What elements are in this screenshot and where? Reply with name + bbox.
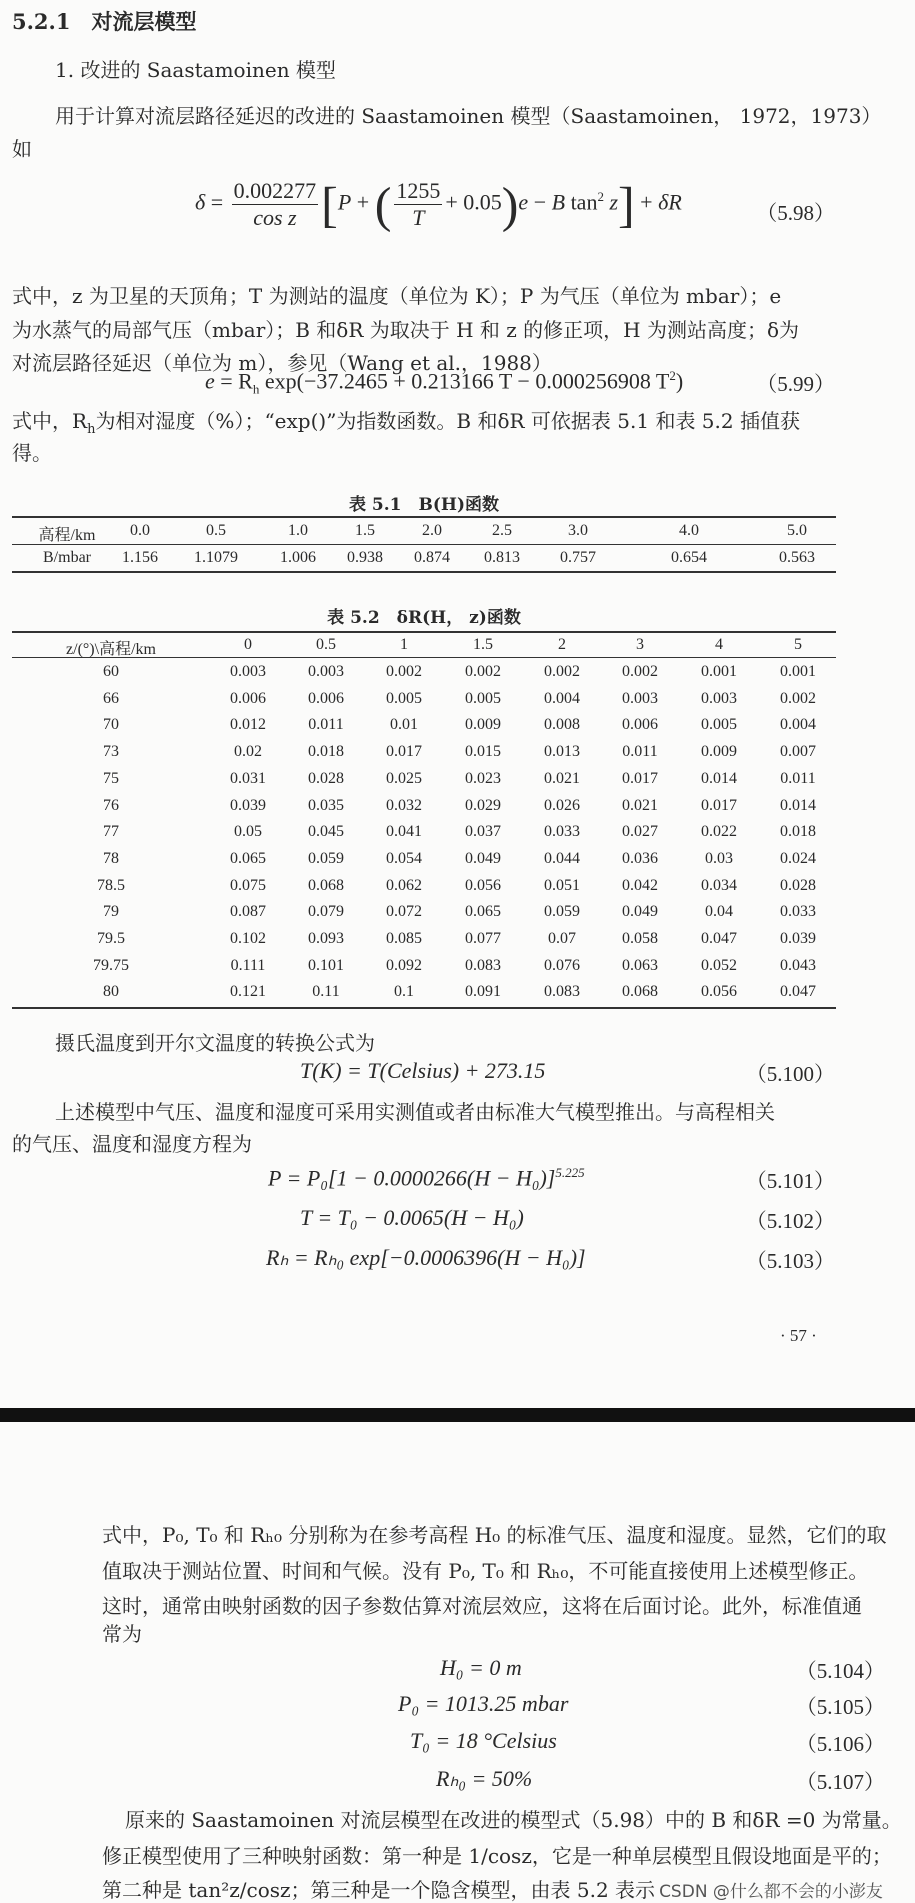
table-header-cell: 1.0 (288, 522, 308, 539)
table-cell: 0.028 (780, 876, 816, 894)
table-row-label: 75 (103, 769, 119, 787)
paragraph-line: 对流层路径延迟（单位为 m），参见（Wang et al.，1988） (12, 351, 552, 375)
table-rule (12, 516, 836, 518)
table-cell: 0.079 (308, 903, 344, 921)
table-header-cell: 0 (244, 636, 252, 653)
table-header-cell: 4.0 (679, 522, 699, 539)
table-cell: 0.062 (386, 876, 422, 894)
table-cell: 0.813 (484, 549, 520, 566)
table-cell: 1.1079 (194, 549, 238, 566)
equation-5-100: T(K) = T(Celsius) + 273.15 (300, 1058, 546, 1083)
table-cell: 0.023 (465, 769, 501, 787)
table-cell: 0.938 (347, 549, 383, 566)
table-cell: 0.075 (230, 876, 266, 894)
paragraph-line: 式中，$R_h$为相对湿度（%）；“exp()”为指数函数。B 和δR 可依据表 5.1 和表 5.2 插值获 (12, 409, 800, 437)
page-number: · 57 · (780, 1326, 817, 1345)
table-cell: 0.092 (386, 956, 422, 974)
table-header-cell: 2.5 (492, 522, 512, 539)
table-cell: 0.025 (386, 769, 422, 787)
table-cell: 0.563 (779, 549, 815, 566)
table-cell: 0.001 (780, 663, 816, 680)
table-header-cell: 2 (558, 636, 566, 653)
table-cell: 0.032 (386, 796, 422, 814)
table-cell: 0.087 (230, 903, 266, 921)
table-cell: 0.04 (705, 903, 733, 921)
paragraph-line-with-watermark (102, 1874, 883, 1903)
table-cell: 0.022 (701, 823, 737, 841)
table-cell: 0.028 (308, 769, 344, 787)
table-cell: 0.052 (701, 956, 737, 974)
table-header-cell: 1 (400, 636, 408, 653)
table-cell: 0.757 (560, 549, 596, 566)
table-cell: 0.085 (386, 930, 422, 947)
table-cell: 0.058 (622, 930, 658, 947)
subsection-heading: 1. 改进的 Saastamoinen 模型 (55, 58, 336, 82)
table-cell: 0.076 (544, 956, 580, 974)
table-cell: 0.034 (701, 876, 737, 894)
section-heading (12, 6, 196, 36)
equation-number: （5.98） (756, 201, 835, 225)
table-rule (12, 544, 836, 545)
page-separator (0, 1408, 915, 1422)
equation-text: P = P₀[1 − 0.0000266(H − H₀)] (268, 1165, 556, 1191)
table-cell: 0.002 (544, 663, 580, 680)
table-cell: 0.018 (780, 823, 816, 841)
paragraph-line: 修正模型使用了三种映射函数：第一种是 1/cosz，它是一种单层模型且假设地面是平的； (102, 1844, 892, 1868)
table-cell: 0.013 (544, 743, 580, 761)
table-row-label: 79 (103, 903, 119, 921)
table-cell: 0.056 (701, 983, 737, 1001)
section-title: 对流层模型 (91, 9, 197, 34)
table-cell: 0.014 (780, 796, 816, 814)
paragraph-line: 值取决于测站位置、时间和气候。没有 P₀, T₀ 和 Rₕ₀，不可能直接使用上述模型修正。 (102, 1559, 869, 1583)
table-cell: 0.017 (622, 769, 658, 787)
paragraph-line: 式中，P₀, T₀ 和 Rₕ₀ 分别称为在参考高程 H₀ 的标准气压、温度和湿度。显然，它们的取 (102, 1523, 887, 1547)
table-header-cell: z/(°)\高程/km (66, 641, 156, 658)
table-cell: 0.005 (465, 689, 501, 707)
paragraph-line: 第二种是 tan²z/cosz；第三种是一个隐含模型，由表 5.2 表示 (102, 1878, 656, 1902)
table-cell: 0.043 (780, 956, 816, 974)
table-cell: 0.1 (394, 983, 414, 1001)
table-cell: 0.011 (622, 743, 658, 761)
table-cell: 0.041 (386, 823, 422, 841)
table-cell: 0.007 (780, 743, 816, 761)
table-title: 表 5.2 δR(H， z)函数 (327, 608, 521, 628)
table-cell: 0.003 (230, 663, 266, 680)
table-rule (12, 631, 836, 633)
table-cell: 0.005 (701, 716, 737, 734)
table-cell: 0.021 (544, 769, 580, 787)
table-cell: 0.037 (465, 823, 501, 841)
table-cell: 0.021 (622, 796, 658, 814)
table-cell: 0.011 (308, 716, 344, 734)
equation-5-107: Rₕ₀ = 50% (436, 1766, 533, 1791)
table-header-cell: 1.5 (473, 636, 493, 653)
table-row-label: 77 (103, 823, 119, 841)
table-header-cell: 5.0 (787, 522, 807, 539)
table-cell: 0.01 (390, 716, 418, 734)
table-cell: 0.063 (622, 956, 658, 974)
table-cell: 0.029 (465, 796, 501, 814)
table-cell: 0.003 (622, 689, 658, 707)
table-cell: 0.05 (234, 823, 262, 841)
table-header-cell: 0.0 (130, 522, 150, 539)
table-cell: 0.006 (308, 689, 344, 707)
table-cell: 0.033 (544, 823, 580, 841)
table-cell: 0.054 (386, 849, 422, 867)
table-rule (12, 1007, 836, 1009)
table-cell: 0.045 (308, 823, 344, 841)
paragraph-line: 式中，z 为卫星的天顶角；T 为测站的温度（单位为 K）；P 为气压（单位为 mbar）；e (12, 284, 782, 308)
table-cell: 0.047 (780, 983, 816, 1001)
table-cell: 0.072 (386, 903, 422, 921)
table-row-label: 79.5 (97, 930, 125, 947)
table-cell: 0.006 (622, 716, 658, 734)
table-cell: 0.042 (622, 876, 658, 894)
table-row-label: 78 (103, 849, 119, 867)
paragraph-line: 原来的 Saastamoinen 对流层模型在改进的模型式（5.98）中的 B 和δR =0 为常量。 (125, 1808, 902, 1832)
equation-number: （5.99） (756, 372, 835, 396)
table-cell: 0.02 (234, 743, 262, 761)
equation-5-106: T₀ = 18 °Celsius (410, 1728, 557, 1753)
table-cell: 0.033 (780, 903, 816, 921)
table-header-cell: 0.5 (316, 636, 336, 653)
table-cell: 0.083 (465, 956, 501, 974)
table-cell: 0.027 (622, 823, 658, 841)
table-cell: 0.002 (465, 663, 501, 680)
equation-number: （5.105） (795, 1695, 885, 1719)
table-header-cell: 3 (636, 636, 644, 653)
paragraph-line: 得。 (12, 441, 52, 465)
table-cell: 0.036 (622, 849, 658, 867)
table-header-cell: 1.5 (355, 522, 375, 539)
table-cell: 0.049 (465, 849, 501, 867)
paragraph-line: 如 (12, 137, 32, 161)
table-cell: 0.068 (622, 983, 658, 1001)
table-cell: 0.017 (386, 743, 422, 761)
table-cell: 0.039 (230, 796, 266, 814)
table-cell: 0.002 (780, 689, 816, 707)
table-rule (12, 571, 836, 573)
paragraph-line: 用于计算对流层路径延迟的改进的 Saastamoinen 模型（Saastamoinen， 1972，1973） (55, 104, 882, 128)
table-cell: 0.047 (701, 930, 737, 947)
equation-5-105: P₀ = 1013.25 mbar (398, 1691, 569, 1716)
table-row-label: 78.5 (97, 876, 125, 894)
table-header-cell: 2.0 (422, 522, 442, 539)
equation-5-103: Rₕ = Rₕ₀ exp[−0.0006396(H − H₀)] (266, 1245, 586, 1270)
table-cell: 0.004 (780, 716, 816, 734)
table-cell: 0.001 (701, 663, 737, 680)
equation-denominator: T (412, 205, 425, 230)
equation-exponent: 5.225 (555, 1165, 585, 1180)
table-cell: 0.026 (544, 796, 580, 814)
table-cell: 0.068 (308, 876, 344, 894)
table-cell: 0.11 (312, 983, 340, 1001)
table-cell: 0.102 (230, 930, 266, 947)
table-header-cell: 0.5 (206, 522, 226, 539)
table-row-label: B/mbar (43, 549, 91, 566)
table-row-label: 70 (103, 716, 119, 734)
table-row-label: 73 (103, 743, 119, 761)
table-cell: 0.006 (230, 689, 266, 707)
table-header-cell: 高程/km (38, 527, 96, 544)
equation-number: （5.106） (795, 1732, 885, 1756)
table-cell: 0.121 (230, 983, 266, 1001)
table-cell: 0.091 (465, 983, 501, 1001)
equation-number: （5.104） (795, 1659, 885, 1683)
table-header-cell: 5 (794, 636, 802, 653)
table-row-label: 80 (103, 983, 119, 1001)
table-cell: 0.008 (544, 716, 580, 734)
table-cell: 0.077 (465, 930, 501, 947)
equation-numerator: 1255 (396, 178, 441, 203)
equation-5-101 (268, 1165, 585, 1191)
table-cell: 0.009 (465, 716, 501, 734)
table-cell: 0.101 (308, 956, 344, 974)
table-row-label: 66 (103, 689, 119, 707)
equation-numerator: 0.002277 (233, 178, 317, 203)
table-cell: 0.035 (308, 796, 344, 814)
equation-number: （5.103） (745, 1249, 835, 1273)
table-row-label: 79.75 (93, 956, 129, 974)
equation-number: （5.100） (745, 1062, 835, 1086)
table-cell: 0.056 (465, 876, 501, 894)
table-cell: 0.049 (622, 903, 658, 921)
equation-text: = R (220, 368, 253, 394)
table-cell: 0.011 (780, 769, 816, 787)
table-cell: 0.014 (701, 769, 737, 787)
table-cell: 0.004 (544, 689, 580, 707)
table-cell: 0.039 (780, 930, 816, 947)
table-title: 表 5.1 B(H)函数 (348, 495, 499, 515)
paragraph-line: 摄氏温度到开尔文温度的转换公式为 (55, 1031, 375, 1055)
equation-5-98: δ = $\frac{0.002277}{\text{cos z}}$ [P + ( $\frac{1255}{T}$ + 0.05)e − B $\tan^2 z] + \delta R$ (195, 176, 682, 233)
equation-number: （5.101） (745, 1169, 835, 1193)
table-cell: 0.024 (780, 849, 816, 867)
text: 式中，R (12, 409, 88, 433)
table-cell: 0.059 (308, 849, 344, 867)
table-cell: 1.156 (122, 549, 158, 566)
paragraph-line: 上述模型中气压、温度和湿度可采用实测值或者由标准大气模型推出。与高程相关 (55, 1100, 775, 1124)
equation-5-104: H₀ = 0 m (440, 1655, 522, 1680)
table-cell: 0.012 (230, 716, 266, 734)
table-cell: 0.003 (701, 689, 737, 707)
table-cell: 0.044 (544, 849, 580, 867)
table-cell: 0.03 (705, 849, 733, 867)
equation-denominator: cos z (253, 205, 297, 230)
paragraph-line: 的气压、温度和湿度方程为 (12, 1132, 252, 1156)
equation-5-102: T = T₀ − 0.0065(H − H₀) (300, 1205, 524, 1230)
table-cell: 0.005 (386, 689, 422, 707)
table-cell: 0.018 (308, 743, 344, 761)
paragraph-line: 为水蒸气的局部气压（mbar）；B 和δR 为取决于 H 和 z 的修正项，H 为测站高度；δ为 (12, 318, 800, 342)
table-cell: 0.065 (230, 849, 266, 867)
table-cell: 0.065 (465, 903, 501, 921)
table-cell: 0.07 (548, 930, 576, 947)
table-header-cell: 4 (715, 636, 723, 653)
table-cell: 0.059 (544, 903, 580, 921)
table-cell: 1.006 (280, 549, 316, 566)
table-row-label: 60 (103, 663, 119, 680)
text: 为相对湿度（%）；“exp()”为指数函数。B 和δR 可依据表 5.1 和表 5.2 插值获 (95, 409, 800, 433)
equation-text: exp(−37.2465 + 0.213166 T − 0.000256908 T (264, 368, 670, 394)
equation-5-99: $e = R_h$ exp(−37.2465 + 0.213166 T − 0.000256908 $T^2$) (205, 368, 684, 397)
table-cell: 0.093 (308, 930, 344, 947)
table-cell: 0.031 (230, 769, 266, 787)
table-cell: 0.002 (386, 663, 422, 680)
table-row-label: 76 (103, 796, 119, 814)
table-cell: 0.083 (544, 983, 580, 1001)
equation-number: （5.102） (745, 1209, 835, 1233)
table-cell: 0.874 (414, 549, 450, 566)
paragraph-line: 常为 (102, 1622, 142, 1646)
equation-number: （5.107） (795, 1770, 885, 1794)
table-cell: 0.017 (701, 796, 737, 814)
table-cell: 0.015 (465, 743, 501, 761)
table-cell: 0.111 (230, 956, 266, 974)
table-cell: 0.003 (308, 663, 344, 680)
watermark: CSDN @什么都不会的小澎友 (659, 1882, 883, 1902)
paragraph-line: 这时，通常由映射函数的因子参数估算对流层效应，这将在后面讨论。此外，标准值通 (102, 1594, 862, 1618)
table-header-cell: 3.0 (568, 522, 588, 539)
table-cell: 0.002 (622, 663, 658, 680)
table-cell: 0.654 (671, 549, 707, 566)
table-cell: 0.051 (544, 876, 580, 894)
section-number: 5.2.1 (12, 9, 71, 34)
table-cell: 0.009 (701, 743, 737, 761)
